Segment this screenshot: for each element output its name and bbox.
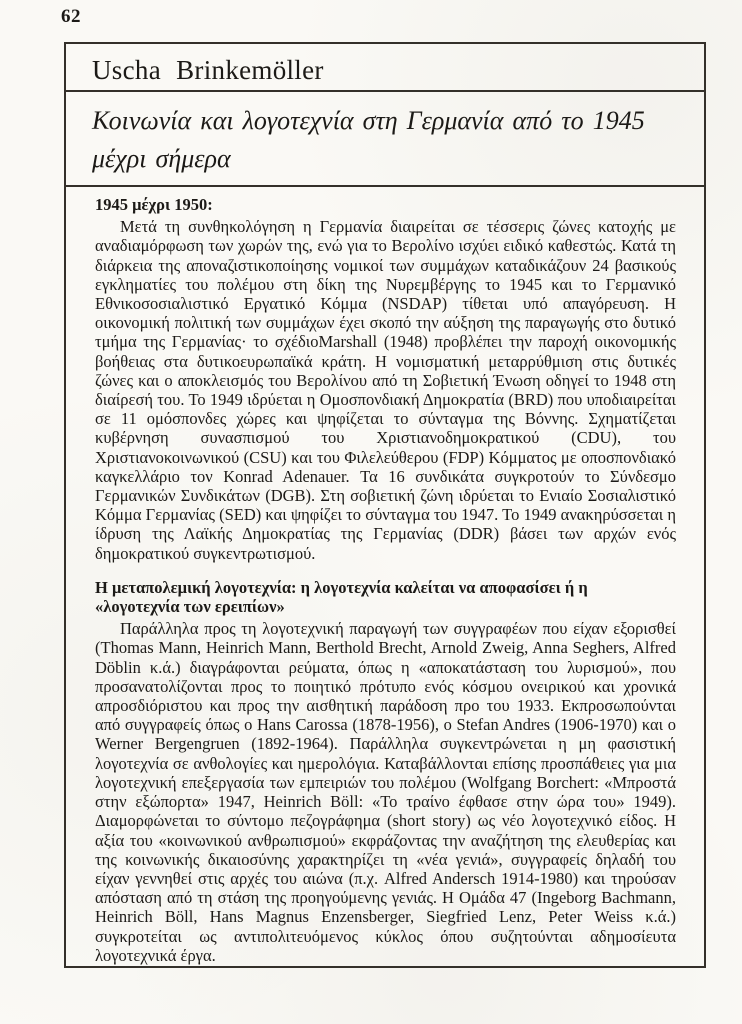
section-2-heading: Η μεταπολεμική λογοτεχνία: η λογοτεχνία καλείται να αποφασίσει ή η «λογοτεχνία των ερειπίων»	[95, 577, 588, 617]
section-1-heading: 1945 μέχρι 1950:	[95, 195, 213, 214]
section-postwar-literature	[95, 578, 676, 965]
page-number: 62	[61, 6, 81, 27]
document-title: Κοινωνία και λογοτεχνία στη Γερμανία από το 1945 μέχρι σήμερα	[92, 106, 645, 173]
title-row	[66, 92, 704, 187]
document-frame	[64, 42, 706, 968]
section-1945-1950	[95, 195, 676, 563]
document-body	[66, 187, 704, 965]
author-name: Uscha Brinkemöller	[92, 55, 324, 85]
author-row	[66, 44, 704, 92]
section-1-paragraph: Μετά τη συνθηκολόγηση η Γερμανία διαιρείται σε τέσσερις ζώνες κατοχής με αναδιαμόρφωση των χωρών της, ενώ για το Βερολίνο ισχύει ειδικό καθεστώς. Κατά τη διάρκεια της αποναζιστικοποίησης νομικοί των συμμάχων καταδικάζουν 24 βασικούς εγκληματίες του πολέμου στη δίκη της Νυρεμβέργης το 1945 και το Γερμανικό Εθνικοσοσιαλιστικό Εργατικό Κόμμα (NSDAP) τίθεται υπό απαγόρευση. Η οικονομική πολιτική των συμμάχων έχει σκοπό την αύξηση της παραγωγής στο δυτικό τμήμα της Γερμανίας· το σχέδιοMarshall (1948) προβλέπει την παροχή οικονομικής βοήθειας στα δυτικοευρωπαϊκά κράτη. Η νομισματική μεταρρύθμιση στις δυτικές ζώνες και ο αποκλεισμός του Βερολίνου από τη Σοβιετική Ένωση οδηγεί το 1948 στη διαίρεσή του. Το 1949 ιδρύεται η Ομοσπονδιακή Δημοκρατία (BRD) που υποδιαιρείται σε 11 ομόσπονδες χώρες και ψηφίζεται το σύνταγμα της Βόννης. Σχηματίζεται κυβέρνηση συνασπισμού του Χριστιανοδημοκρατικού (CDU), του Χριστιανοκοινωνικού (CSU) και του Φιλελεύθερου (FDP) Κόμματος με οποσπονδιακό καγκελλάριο τον Konrad Adenauer. Τα 16 συνδικάτα συγκροτούν το Σύνδεσμο Γερμανικών Συνδικάτων (DGB). Στη σοβιετική ζώνη ιδρύεται το Ενιαίο Σοσιαλιστικό Κόμμα Γερμανίας (SED) και ψηφίζει το σύνταγμα του 1947. Το 1949 ανακηρύσσεται η ίδρυση της Λαϊκής Δημοκρατίας της Γερμανίας (DDR) βάσει των αρχών ενός δημοκρατικού συγκεντρωτισμού.	[95, 217, 676, 563]
section-2-paragraph: Παράλληλα προς τη λογοτεχνική παραγωγή των συγγραφέων που είχαν εξορισθεί (Thomas Mann, Heinrich Mann, Berthold Brecht, Arnold Zweig, Anna Seghers, Alfred Döblin κ.ά.) διαγράφονται ρεύματα, όπως η «αποκατάσταση του λυρισμού», που προσανατολίζονται προς το ποιητικό πρότυπο ενός κόσμου ονειρικού και χρονικά απροσδιόριστου και προς την αισθητική παράδοση προ του 1933. Εκπροσωπούνται από συγγραφείς όπως ο Hans Carossa (1878-1956), ο Stefan Andres (1906-1970) και ο Werner Bergengruen (1892-1964). Παράλληλα συγκεντρώνεται η μη φασιστική λογοτεχνία σε ανθολογίες και ημερολόγια. Καταβάλλονται επίσης προσπάθειες για μια λογοτεχνική επεξεργασία των εμπειριών του πολέμου (Wolfgang Borchert: «Μπροστά στην εξώπορτα» 1947, Heinrich Böll: «Το τραίνο έφθασε στην ώρα του» 1949). Διαμορφώνεται το σύντομο πεζογράφημα (short story) ως νέο λογοτεχνικό είδος. Η αξία του «κοινωνικού ανθρωπισμού» εκφράζοντας την αναζήτηση της ελευθερίας και της κοινωνικής δικαιοσύνης χαρακτηρίζει τη «νέα γενιά», συγγραφείς δηλαδή του είχαν γεννηθεί στις αρχές του αιώνα (π.χ. Alfred Andersch 1914-1980) και τηρούσαν απόσταση από τη στάση της προηγούμενης γενιάς. Η Ομάδα 47 (Ingeborg Bachmann, Heinrich Böll, Hans Magnus Enzensberger, Siegfried Lenz, Peter Weiss κ.ά.) συγκροτείται ως αντιπολιτευόμενος κύκλος όπου συζητούνται αδημοσίευτα λογοτεχνικά έργα.	[95, 619, 676, 965]
